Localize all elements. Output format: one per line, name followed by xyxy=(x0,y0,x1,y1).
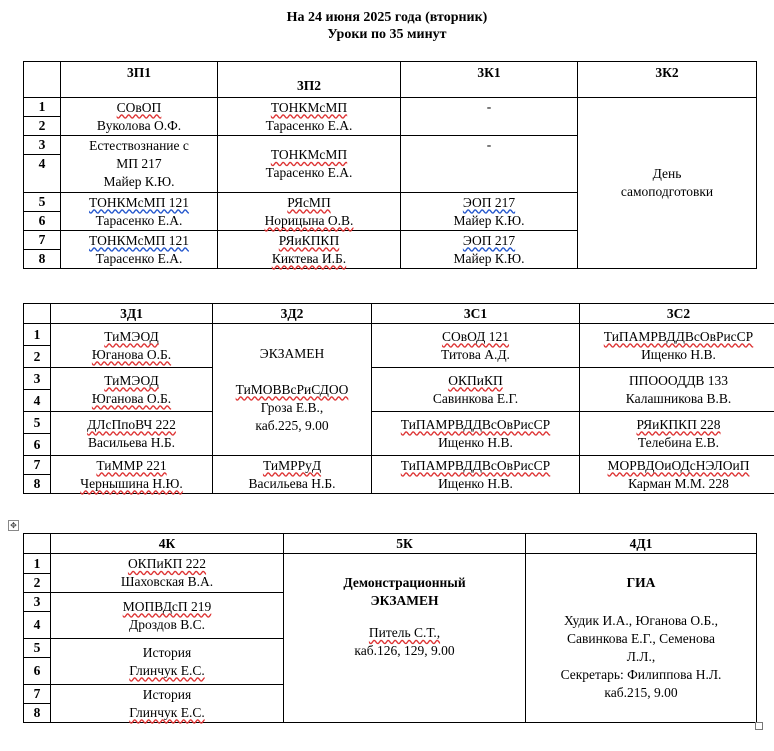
lesson-number: 5 xyxy=(24,412,51,434)
schedule-table-3 xyxy=(23,533,757,723)
lesson-number: 2 xyxy=(24,574,51,593)
column-header: 3К2 xyxy=(578,62,757,98)
lesson-number: 5 xyxy=(24,193,61,212)
lesson-cell: ЭОП 217 Майер К.Ю. xyxy=(401,231,578,269)
corner-cell xyxy=(24,534,51,554)
self-study-cell: День самоподготовки xyxy=(578,98,757,269)
lesson-cell: СОвОП Вуколова О.Ф. xyxy=(61,98,218,136)
lesson-cell: ОКПиКП 222 Шаховская В.А. xyxy=(51,554,284,593)
column-header: 3С2 xyxy=(580,304,774,324)
lesson-cell: Естествознание с МП 217 Майер К.Ю. xyxy=(61,136,218,193)
lesson-cell: История Глинчук Е.С. xyxy=(51,639,284,685)
column-header: 5К xyxy=(284,534,526,554)
exam-cell: ЭКЗАМЕН ТиМОВВсРиСДОО Гроза Е.В., каб.225, 9.00 xyxy=(213,324,372,456)
lesson-cell: История Глинчук Е.С. xyxy=(51,685,284,723)
column-header: 3С1 xyxy=(372,304,580,324)
lesson-cell: ТОНКМсМП Тарасенко Е.А. xyxy=(218,98,401,136)
lesson-cell: - xyxy=(401,98,578,136)
lesson-cell: ТОНКМсМП 121 Тарасенко Е.А. xyxy=(61,231,218,269)
lesson-number: 4 xyxy=(24,155,61,193)
lesson-number: 2 xyxy=(24,117,61,136)
column-header: 4К xyxy=(51,534,284,554)
lesson-number: 7 xyxy=(24,456,51,475)
lesson-number: 6 xyxy=(24,658,51,685)
lesson-cell: ДЛсПпоВЧ 222 Васильева Н.Б. xyxy=(51,412,213,456)
lesson-number: 2 xyxy=(24,346,51,368)
lesson-number: 1 xyxy=(24,98,61,117)
lesson-cell: ТиПАМРВДДВсОвРисСР Ищенко Н.В. xyxy=(372,456,580,494)
column-header: 3П2 xyxy=(218,62,401,98)
lesson-cell: ТиПАМРВДДВсОвРисСР Ищенко Н.В. xyxy=(580,324,774,368)
lesson-cell: ОКПиКП Савинкова Е.Г. xyxy=(372,368,580,412)
lesson-cell: РЯиКПКП 228 Телебина Е.В. xyxy=(580,412,774,456)
lesson-number: 6 xyxy=(24,434,51,456)
lesson-cell: РЯсМП Норицына О.В. xyxy=(218,193,401,231)
lesson-cell: ТиМЭОД Юганова О.Б. xyxy=(51,324,213,368)
lesson-cell: ТиММР 221 Чернышина Н.Ю. xyxy=(51,456,213,494)
lesson-number: 3 xyxy=(24,368,51,390)
lesson-cell: РЯиКПКП Киктева И.Б. xyxy=(218,231,401,269)
lesson-number: 8 xyxy=(24,250,61,269)
gia-cell: ГИА Худик И.А., Юганова О.Б., Савинкова Е.Г., Семенова Л.Л., Секретарь: Филиппова Н.Л. каб.215, 9.00 xyxy=(526,554,757,723)
lesson-number: 8 xyxy=(24,704,51,723)
schedule-table-2 xyxy=(23,303,774,494)
move-handle-icon[interactable]: ✥ xyxy=(8,520,19,531)
lesson-cell: - xyxy=(401,136,578,193)
lesson-cell: ЭОП 217 Майер К.Ю. xyxy=(401,193,578,231)
resize-handle-icon[interactable] xyxy=(755,722,763,730)
lesson-cell: ППОООДДВ 133 Калашникова В.В. xyxy=(580,368,774,412)
lesson-number: 1 xyxy=(24,324,51,346)
demo-exam-cell: Демонстрационный ЭКЗАМЕН Питель С.Т., каб.126, 129, 9.00 xyxy=(284,554,526,723)
lesson-number: 6 xyxy=(24,212,61,231)
lesson-cell: МОПВДсП 219 Дроздов В.С. xyxy=(51,593,284,639)
lesson-number: 7 xyxy=(24,685,51,704)
lesson-cell: ТОНКМсМП Тарасенко Е.А. xyxy=(218,136,401,193)
lesson-number: 7 xyxy=(24,231,61,250)
column-header: 3П1 xyxy=(61,62,218,98)
column-header: 4Д1 xyxy=(526,534,757,554)
page-title: На 24 июня 2025 года (вторник) xyxy=(286,10,488,25)
lesson-cell: ТиМЭОД Юганова О.Б. xyxy=(51,368,213,412)
lesson-cell: МОРВДОиОДсНЭЛОиП Карман М.М. 228 xyxy=(580,456,774,494)
column-header: 3К1 xyxy=(401,62,578,98)
column-header: 3Д2 xyxy=(213,304,372,324)
column-header: 3Д1 xyxy=(51,304,213,324)
lesson-number: 5 xyxy=(24,639,51,658)
lesson-number: 8 xyxy=(24,475,51,494)
corner-cell xyxy=(24,62,61,98)
corner-cell xyxy=(24,304,51,324)
lesson-number: 3 xyxy=(24,593,51,612)
lesson-cell: СОвОД 121 Титова А.Д. xyxy=(372,324,580,368)
schedule-table-1 xyxy=(23,61,757,269)
lesson-cell: ТиПАМРВДДВсОвРисСР Ищенко Н.В. xyxy=(372,412,580,456)
lesson-number: 4 xyxy=(24,390,51,412)
lesson-number: 4 xyxy=(24,612,51,639)
lesson-number: 1 xyxy=(24,554,51,574)
lesson-cell: ТиМРРуД Васильева Н.Б. xyxy=(213,456,372,494)
lesson-number: 3 xyxy=(24,136,61,155)
page-subtitle: Уроки по 35 минут xyxy=(327,27,447,42)
lesson-cell: ТОНКМсМП 121 Тарасенко Е.А. xyxy=(61,193,218,231)
